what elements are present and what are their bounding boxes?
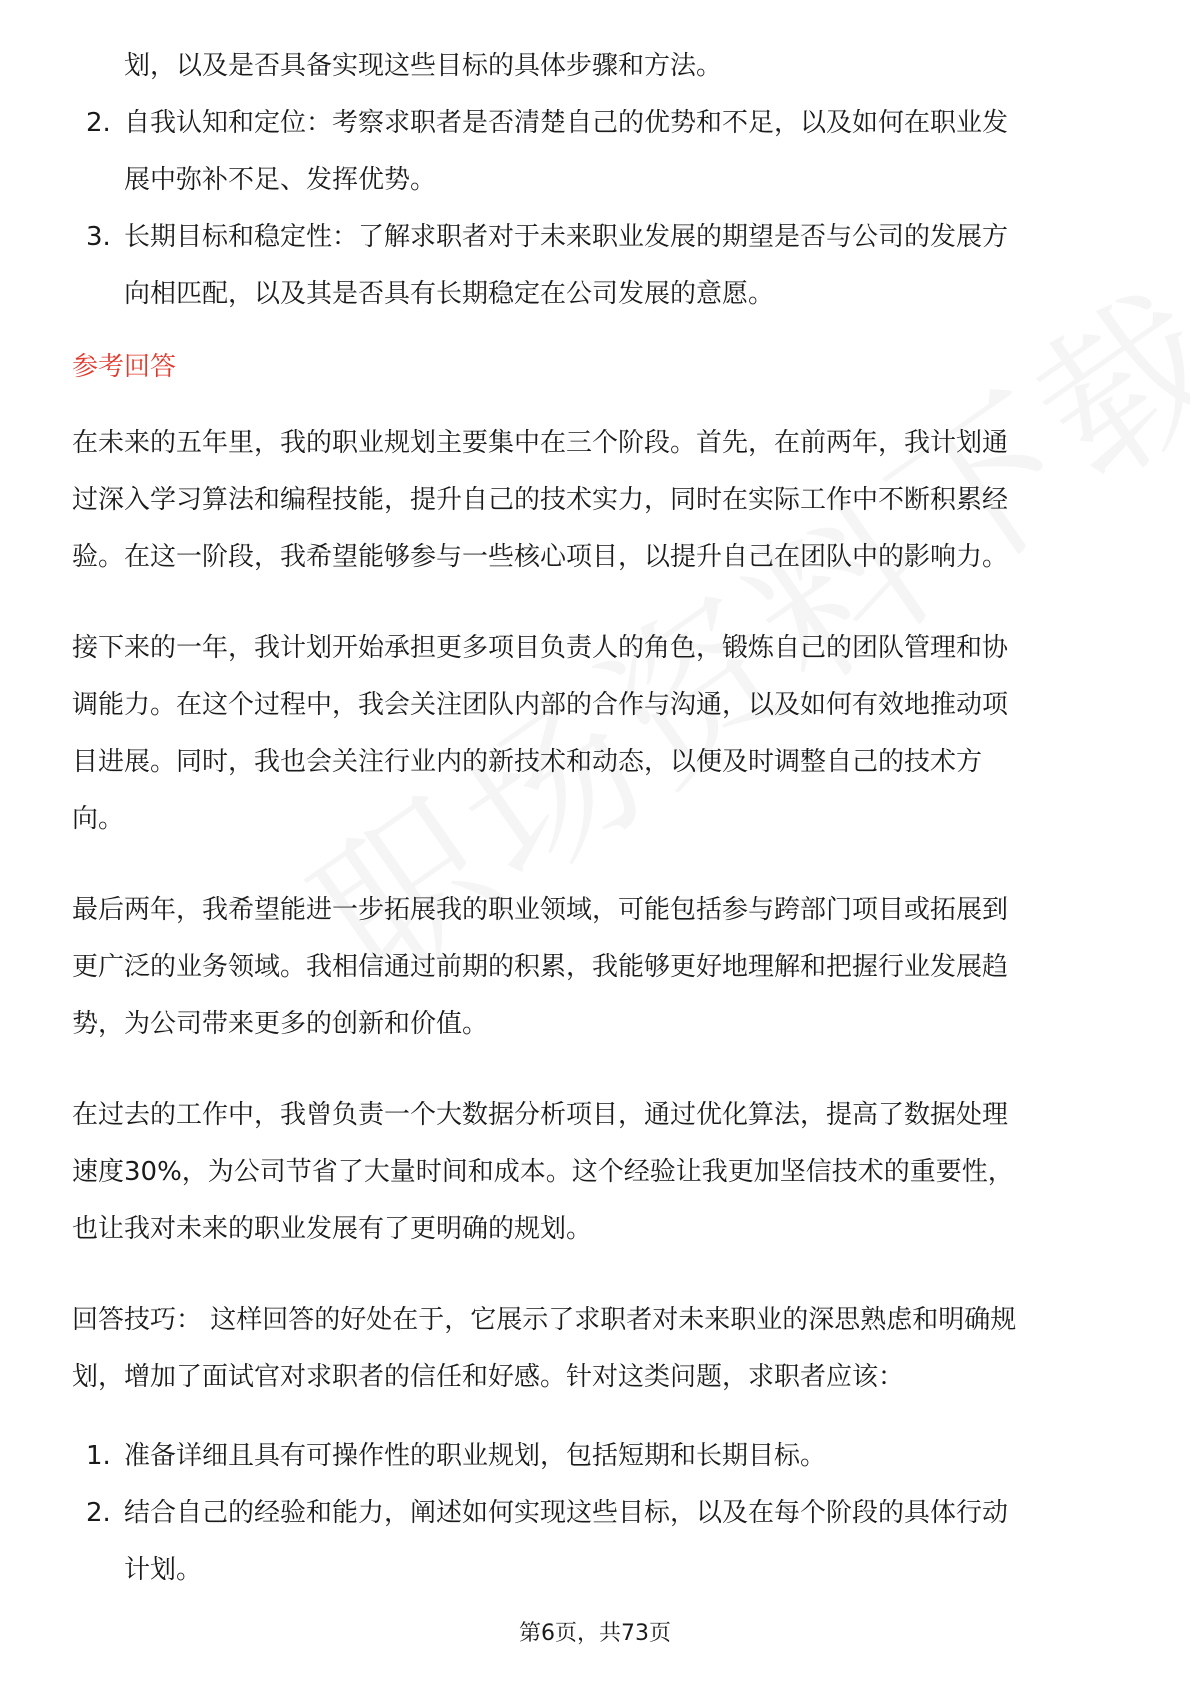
list-number: 2. [86,108,111,138]
tips-list [72,1428,1122,1599]
paragraph-line: 最后两年，我希望能进一步拓展我的职业领域，可能包括参与跨部门项目或拓展到 [72,895,1009,925]
page-content [72,38,1122,1599]
list-item [72,1485,1122,1599]
list-line: 长期目标和稳定性：了解求职者对于未来职业发展的期望是否与公司的发展方 [124,222,1009,252]
list-line: 计划。 [124,1555,203,1585]
list-item [72,1428,1122,1485]
paragraph [72,620,1122,848]
list-item [72,95,1122,209]
list-item [72,209,1122,323]
paragraph-line: 更广泛的业务领域。我相信通过前期的积累，我能够更好地理解和把握行业发展趋 [72,952,1009,982]
paragraph-line: 回答技巧： 这样回答的好处在于，它展示了求职者对未来职业的深思熟虑和明确规 [72,1305,1017,1335]
paragraph-line: 接下来的一年，我计划开始承担更多项目负责人的角色，锻炼自己的团队管理和协 [72,633,1009,663]
paragraph [72,415,1122,586]
paragraph-line: 速度30%，为公司节省了大量时间和成本。这个经验让我更加坚信技术的重要性， [72,1157,1014,1187]
paragraph [72,1292,1122,1406]
list-line: 自我认知和定位：考察求职者是否清楚自己的优势和不足，以及如何在职业发 [124,108,1009,138]
list-number: 1. [86,1441,111,1471]
paragraph [72,1087,1122,1258]
paragraph-line: 也让我对未来的职业发展有了更明确的规划。 [72,1214,593,1244]
intro-list [72,95,1122,323]
page-footer: 第6页，共73页 [519,1621,671,1646]
paragraph-line: 调能力。在这个过程中，我会关注团队内部的合作与沟通，以及如何有效地推动项 [72,690,1009,720]
paragraph-line: 在未来的五年里，我的职业规划主要集中在三个阶段。首先，在前两年，我计划通 [72,428,1009,458]
list-line: 结合自己的经验和能力，阐述如何实现这些目标，以及在每个阶段的具体行动 [124,1498,1009,1528]
section-heading: 参考回答 [72,352,177,382]
paragraph-line: 过深入学习算法和编程技能，提升自己的技术实力，同时在实际工作中不断积累经 [72,485,1009,515]
list-continuation: 划，以及是否具备实现这些目标的具体步骤和方法。 [124,51,723,81]
paragraph-line: 划，增加了面试官对求职者的信任和好感。针对这类问题，求职者应该： [72,1362,905,1392]
list-number: 2. [86,1498,111,1528]
paragraph-line: 势，为公司带来更多的创新和价值。 [72,1009,489,1039]
list-line: 向相匹配，以及其是否具有长期稳定在公司发展的意愿。 [124,279,775,309]
paragraph-line: 目进展。同时，我也会关注行业内的新技术和动态，以便及时调整自己的技术方 [72,747,983,777]
paragraph [72,882,1122,1053]
paragraph-line: 验。在这一阶段，我希望能够参与一些核心项目，以提升自己在团队中的影响力。 [72,542,1009,572]
list-line: 准备详细且具有可操作性的职业规划，包括短期和长期目标。 [124,1441,827,1471]
list-number: 3. [86,222,111,252]
paragraph-line: 向。 [72,804,125,834]
paragraph-line: 在过去的工作中，我曾负责一个大数据分析项目，通过优化算法，提高了数据处理 [72,1100,1009,1130]
list-line: 展中弥补不足、发挥优势。 [124,165,437,195]
